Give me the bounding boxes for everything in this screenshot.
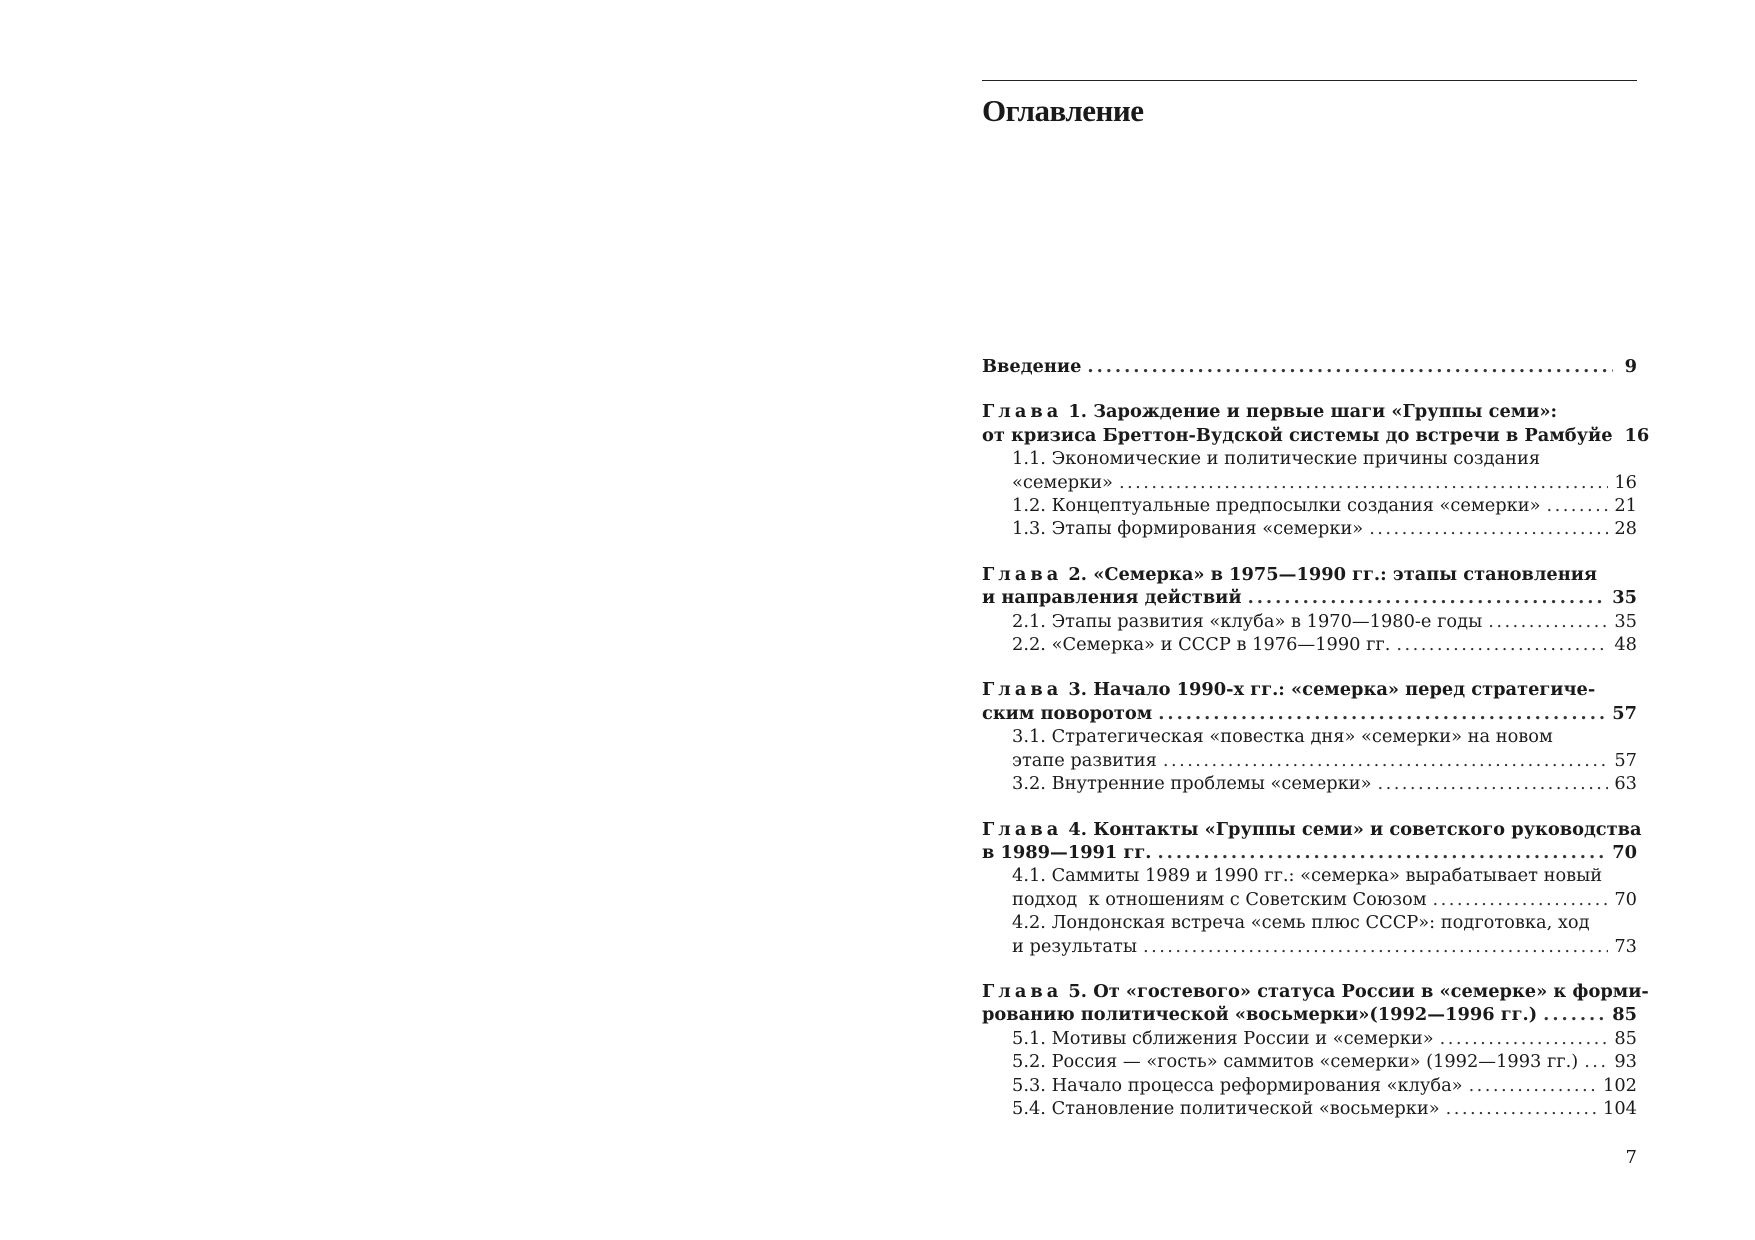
- toc-section-1-2[interactable]: [982, 494, 1637, 517]
- toc-chapter-5[interactable]: [982, 980, 1649, 1120]
- toc-page-number: 63: [1614, 773, 1637, 795]
- section-title: 3.2. Внутренние проблемы «семерки»: [1012, 773, 1372, 795]
- dot-leader: [1163, 749, 1608, 772]
- chapter-number: 4.: [1068, 818, 1087, 840]
- section-title-line2: подход к отношениям с Советским Союзом: [1012, 888, 1427, 910]
- section-title: 2.2. «Семерка» и СССР в 1976—1990 гг.: [1012, 634, 1391, 656]
- toc-page-number: 35: [1614, 610, 1637, 632]
- toc-page-number: 70: [1614, 888, 1637, 910]
- chapter-title-line2: и направления действий: [982, 587, 1242, 609]
- section-title-line2: и результаты: [1012, 935, 1137, 957]
- chapter-heading-line: [982, 563, 1637, 586]
- chapter-prefix: Глава: [982, 401, 1063, 423]
- toc-section-3-1[interactable]: [982, 749, 1637, 772]
- section-title-line2: «семерки»: [1012, 471, 1113, 493]
- toc-page-number: 16: [1624, 424, 1650, 446]
- toc-chapter-2[interactable]: [982, 563, 1637, 657]
- dot-leader: [1469, 1074, 1597, 1097]
- chapter-heading-line: [982, 818, 1642, 841]
- chapter-prefix: Глава: [982, 563, 1063, 585]
- dot-leader: [1446, 1097, 1597, 1120]
- chapter-title-line1: «Семерка» в 1975—1990 гг.: этапы становления: [1093, 563, 1598, 585]
- chapter-title-line2: ским поворотом: [982, 702, 1153, 724]
- section-title-line2: этапе развития: [1012, 749, 1157, 771]
- chapter-heading-line: [982, 678, 1637, 701]
- dot-leader: [1584, 1050, 1608, 1073]
- toc-page-number: 102: [1603, 1074, 1637, 1096]
- page-number-folio: 7: [1625, 1147, 1637, 1168]
- toc-page-number: 16: [1614, 471, 1637, 493]
- chapter-heading-line: [982, 400, 1637, 423]
- chapter-number: 2.: [1068, 563, 1087, 585]
- dot-leader: [1158, 702, 1606, 725]
- section-title-line1: 4.1. Саммиты 1989 и 1990 гг.: «семерка» вырабатывает новый: [1012, 865, 1603, 887]
- toc-page-number: 70: [1612, 841, 1637, 863]
- toc-section-1-3[interactable]: [982, 517, 1637, 540]
- toc-page-number: 28: [1614, 518, 1637, 540]
- chapter-prefix: Глава: [982, 679, 1063, 701]
- toc-page-number: 73: [1614, 935, 1637, 957]
- toc-page: [982, 80, 1650, 1119]
- toc-section-1-1[interactable]: [982, 471, 1637, 494]
- chapter-title-line2: от кризиса Бреттон-Вудской системы до встречи в Рамбуйе: [982, 424, 1613, 446]
- toc-page-number: 48: [1614, 634, 1637, 656]
- section-title-line1: 1.1. Экономические и политические причины создания: [1012, 448, 1541, 470]
- chapter-prefix: Глава: [982, 980, 1063, 1002]
- chapter-title-line1: Начало 1990-х гг.: «семерка» перед стратегиче-: [1093, 679, 1596, 701]
- toc-chapter-1[interactable]: [982, 400, 1650, 540]
- chapter-title-entry: [982, 841, 1637, 864]
- chapter-title-entry: [982, 1003, 1637, 1026]
- dot-leader: [1119, 471, 1608, 494]
- chapter-title-entry: [982, 424, 1650, 447]
- dot-leader: [1369, 517, 1608, 540]
- toc-section-4-2[interactable]: [982, 935, 1637, 958]
- chapter-title-line1: От «гостевого» статуса России в «семерке» к форми-: [1093, 980, 1649, 1002]
- toc-section-2-1[interactable]: [982, 610, 1637, 633]
- toc-chapter-4[interactable]: [982, 818, 1642, 958]
- dot-leader: [1143, 935, 1608, 958]
- section-title: 5.4. Становление политической «восьмерки»: [1012, 1097, 1440, 1119]
- toc-page-number: 9: [1624, 356, 1637, 377]
- chapter-number: 1.: [1068, 401, 1087, 423]
- chapter-title-line1: Контакты «Группы семи» и советского руководства: [1093, 818, 1642, 840]
- toc-section-3-2[interactable]: [982, 772, 1637, 795]
- toc-page-number: 85: [1614, 1027, 1637, 1049]
- dot-leader: [1440, 1027, 1609, 1050]
- chapter-title-line2: в 1989—1991 гг.: [982, 841, 1152, 863]
- toc-section-5-3[interactable]: [982, 1074, 1637, 1097]
- section-title: 5.1. Мотивы сближения России и «семерки»: [1012, 1027, 1434, 1049]
- toc-section-5-4[interactable]: [982, 1097, 1637, 1120]
- toc-section-5-2[interactable]: [982, 1050, 1637, 1073]
- section-title: 5.3. Начало процесса реформирования «клуба»: [1012, 1074, 1463, 1096]
- section-title-line1: 3.1. Стратегическая «повестка дня» «семерки» на новом: [1012, 726, 1553, 748]
- toc-section-4-1[interactable]: [982, 888, 1637, 911]
- chapter-number: 5.: [1068, 980, 1087, 1002]
- section-title: 1.2. Концептуальные предпосылки создания «семерки»: [1012, 495, 1541, 517]
- toc-page-number: 104: [1603, 1097, 1637, 1119]
- dot-leader: [1157, 841, 1606, 864]
- dot-leader: [1087, 355, 1613, 378]
- section-title: 5.2. Россия — «гость» саммитов «семерки» (1992—1993 гг.): [1012, 1051, 1579, 1073]
- chapter-heading-line: [982, 980, 1649, 1003]
- chapter-title-line1: Зарождение и первые шаги «Группы семи»:: [1093, 401, 1558, 423]
- toc-page-number: 57: [1612, 702, 1637, 724]
- page-title: Оглавление: [982, 93, 1144, 128]
- section-title-line1: 4.2. Лондонская встреча «семь плюс СССР»: подготовка, ход: [1012, 912, 1590, 934]
- toc-entry-intro[interactable]: [982, 355, 1637, 378]
- dot-leader: [1543, 1003, 1606, 1026]
- toc-page-number: 35: [1612, 587, 1637, 609]
- toc-section-2-2[interactable]: [982, 633, 1637, 656]
- section-title: 2.1. Этапы развития «клуба» в 1970—1980-е годы: [1012, 610, 1483, 632]
- chapter-title-line2: рованию политической «восьмерки»(1992—1996 гг.): [982, 1004, 1538, 1026]
- toc-page-number: 93: [1614, 1051, 1637, 1073]
- dot-leader: [1433, 888, 1609, 911]
- chapter-prefix: Глава: [982, 818, 1063, 840]
- toc-page-number: 21: [1614, 495, 1637, 517]
- chapter-title-entry: [982, 702, 1637, 725]
- table-of-contents: [982, 355, 1650, 1120]
- dot-leader: [1488, 610, 1608, 633]
- chapter-number: 3.: [1068, 679, 1087, 701]
- toc-page-number: 57: [1614, 749, 1637, 771]
- toc-section-5-1[interactable]: [982, 1027, 1637, 1050]
- top-rule: [982, 80, 1637, 81]
- toc-entry-label: Введение: [982, 356, 1082, 377]
- toc-page-number: 85: [1612, 1004, 1637, 1026]
- dot-leader: [1248, 586, 1607, 609]
- section-title: 1.3. Этапы формирования «семерки»: [1012, 518, 1364, 540]
- dot-leader: [1396, 633, 1608, 656]
- dot-leader: [1377, 772, 1608, 795]
- dot-leader: [1546, 494, 1608, 517]
- toc-chapter-3[interactable]: [982, 678, 1637, 795]
- chapter-title-entry: [982, 586, 1637, 609]
